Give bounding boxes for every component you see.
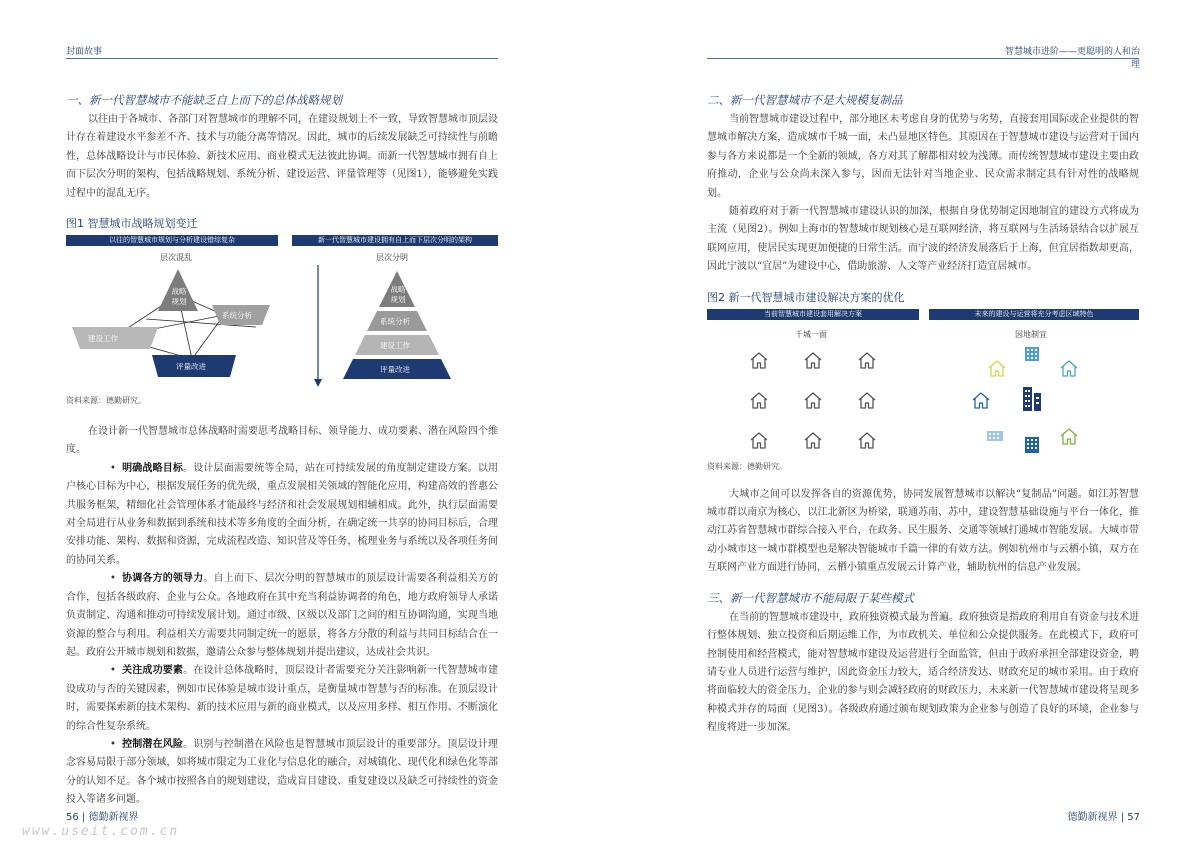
bullet-success-factors: • 关注成功要素。在设计总体战略时，顶层设计者需要充分关注影响新一代智慧城市建设成功与否的关键因素，例如市民体验是城市设计重点，是衡量城市智慧与否的标准。在顶层设计时，需要探索新的技术架构、新的技术应用与新的商业模式，以及应用多样、相互作用、不断演化的综合性复杂系统。 bbox=[66, 665, 499, 732]
intro-paragraph: 在设计新一代智慧城市总体战略时需要思考战略目标、领导能力、成功要素、潜在风险四个维度。 bbox=[66, 426, 498, 456]
pyramid-build-text: 建设工作 bbox=[380, 341, 410, 351]
bullet-strategy-goal-head: 明确战略目标 bbox=[121, 462, 184, 474]
figure-2-title: 图2 新一代智慧城市建设解决方案的优化 bbox=[707, 290, 905, 304]
house-icon bbox=[1061, 429, 1077, 444]
section-header-right: 智慧城市进阶——更聪明的人和治理 bbox=[1004, 47, 1140, 70]
order-label: 层次分明 bbox=[376, 253, 408, 263]
uniform-houses bbox=[751, 353, 875, 448]
figure-1-title: 图1 智慧城市战略规划变迁 bbox=[66, 217, 198, 231]
house-icon bbox=[805, 393, 821, 408]
bullet-risk-control-text: 。识别与控制潜在风险也是智慧城市顶层设计的重要部分。顶层设计理念容易局限于部分领域，如将城市限定为工业化与信息化的融合，对城镇化、现代化和绿色化等部分的认知不足。各个城市按照各自的规划建设，造成盲目建设、重复建设以及缺乏可持续性的资金投入等诸多问题。 bbox=[66, 738, 499, 806]
chaos-label: 层次混乱 bbox=[160, 253, 192, 263]
uniform-label: 千城一面 bbox=[795, 329, 827, 339]
section-2-paragraph-1: 当前智慧城市建设过程中，部分地区未考虑自身的优势与劣势，直接套用国际或企业提供的智慧城市解决方案，造成城市千城一面，未凸显地区特色。其原因在于智慧城市建设与运营对于国内参与各方来说都是一个全新的领域，各方对其了解都相对较为浅薄。而传统智慧城市建设主要由政府推动，企业与公众尚未深入参与，因而无法针对当地企业、民众需求制定具有针对性的战略规划。 bbox=[707, 114, 1139, 199]
tower-building-icon bbox=[1023, 387, 1041, 411]
bullet-leadership-head: 协调各方的领导力 bbox=[121, 573, 204, 585]
figure-2-source: 资料来源：德勤研究。 bbox=[707, 461, 787, 471]
hierarchy-arrow-head bbox=[314, 379, 322, 387]
figure-2-band-left: 当前智慧城市建设套用解决方案 bbox=[707, 309, 919, 320]
figure-1-source: 资料来源：德勤研究。 bbox=[66, 396, 146, 406]
bullet-success-factors-text: 。在设计总体战略时，顶层设计者需要充分关注影响新一代智慧城市建设成功与否的关键因素，例如市民体验是城市设计重点，是衡量城市智慧与否的标准。在顶层设计时，需要探索新的技术架构、新的技术应用与新的商业模式，以及应用多样、相互作用、不断演化的综合性复杂系统。 bbox=[66, 665, 499, 732]
section-2-title: 二、新一代智慧城市不是大规模复制品 bbox=[707, 93, 903, 107]
left-column bbox=[66, 92, 498, 810]
pyramid-analysis-text: 系统分析 bbox=[380, 317, 410, 327]
figure-1 bbox=[66, 235, 498, 393]
bullet-leadership-text: 。自上而下、层次分明的智慧城市的顶层设计需要各利益相关方的合作，包括各级政府、企业与公众。各地政府在其中充当利益协调者的角色，地方政府领导人承诺负责制定、沟通和推动可持续发展计划。通过市级、区级以及部门之间的相互协调沟通，实现当地资源的整合与利用。利益相关方需要共同制定统一的愿景，将各方分散的利益与共同目标结合在一起。政府公开城市规划和数据，邀请公众参与整体规划并提出建议，达成社会共识。 bbox=[66, 573, 499, 658]
header-rule-right bbox=[707, 58, 1139, 59]
bullet-risk-control-head: 控制潜在风险 bbox=[121, 738, 184, 750]
house-icon bbox=[805, 353, 821, 368]
section-2-paragraph-2: 随着政府对于新一代智慧城市建设认识的加深，根据自身优势制定因地制宜的建设方式将成为主流（见图2）。例如上海市的智慧城市规划核心是互联网经济，将互联网与生活场景结合以扩展互联网应用，使居民实现更加便捷的日常生活。而宁波的经济发展落后于上海，但宜居指数却更高，因此宁波以“宜居”为建设中心，借助旅游、人文等产业经济打造宜居城市。 bbox=[707, 206, 1139, 273]
chaos-strategy-text: 战略规划 bbox=[171, 287, 187, 307]
figure-1-band-left: 以往的智慧城市规划与分析建设错综复杂 bbox=[66, 235, 278, 246]
house-icon bbox=[973, 393, 989, 408]
section-3-paragraph: 在当前的智慧城市建设中，政府独资模式最为普遍。政府独资是指政府利用自有资金与技术进行整体规划、独立投资和后期运维工作，为市政机关、单位和公众提供服务。在此模式下，政府可控制使用和经营模式，能对智慧城市建设及运营进行全面监管，但由于政府承担全部建设资金，聘请专业人员进行运营与维护，因此资金压力较大，适合经济发达、财政充足的城市采用。由于政府将面临较大的资金压力，企业的参与则会减轻政府的财政压力，未来新一代智慧城市建设将呈现多种模式并存的局面（见图3）。各级政府通过颁布规划政策为企业参与创造了良好的环境，企业参与程度将进一步加深。 bbox=[707, 611, 1139, 734]
page-number-right: 德勤新视界 | 57 bbox=[1067, 812, 1140, 823]
house-icon bbox=[805, 433, 821, 448]
bullet-risk-control: • 控制潜在风险。识别与控制潜在风险也是智慧城市顶层设计的重要部分。顶层设计理念容易局限于部分领域，如将城市限定为工业化与信息化的融合，对城镇化、现代化和绿色化等部分的认知不足。各个城市按照各自的规划建设，造成盲目建设、重复建设以及缺乏可持续性的资金投入等诸多问题。 bbox=[66, 738, 499, 806]
pyramid-strategy-text: 战略规划 bbox=[390, 285, 406, 305]
low-building-icon bbox=[987, 431, 1003, 441]
house-icon bbox=[989, 361, 1005, 376]
chaos-analysis-text: 系统分析 bbox=[222, 311, 252, 321]
section-2-paragraph-3: 大城市之间可以发挥各自的资源优势，协同发展智慧城市以解决“复制品”问题。如江苏智慧城市群以南京为核心，以江北新区为桥梁，联通苏南、苏中，建设智慧基础设施与平台一体化，推动江苏省智慧城市群综合接入平台，在政务、民生服务、交通等领域打通城市智能发展。大城市带动小城市这一城市群模型也是解决智能城市千篇一律的有效方法。例如杭州市与云栖小镇，双方在互联网产业方面进行协同，云栖小镇重点发展云计算产业，辅助杭州的信息产业发展。 bbox=[707, 488, 1139, 574]
figure-1-band-right: 新一代智慧城市建设拥有自上而下层次分明的架构 bbox=[292, 235, 498, 246]
figure-2 bbox=[707, 309, 1139, 459]
house-icon bbox=[859, 393, 875, 408]
bullet-strategy-goal: • 明确战略目标。设计层面需要统等全局，站在可持续发展的角度制定建设方案。以用户核心目标为中心，根据发展任务的优先级，重点发展相关领域的智能化应用，构建高效的普惠公共服务框架，精细化社会管理体系才能最终与经济和社会发展规划相辅相成。此外，执行层面需要对全局进行从业务和数据到系统和技术等多角度的全面分析，在确定统一共享的协同目标后，合理安排功能、架构、数据和资源，完成流程改造、知识营及等任务，梳理业务与系统以及各项任务间的协同关系。 bbox=[66, 462, 499, 566]
figure-1-diagram bbox=[66, 235, 498, 393]
localized-label: 因地制宜 bbox=[1015, 329, 1047, 339]
section-1-paragraph: 以往由于各城市、各部门对智慧城市的理解不同，在建设规划上不一致，导致智慧城市顶层设计存在着建设水平参差不齐、技术与功能分离等情况。因此，城市的后续发展缺乏可持续性与前瞻性，总体战略设计与市民体验、新技术应用、商业模式无法彼此协调。而新一代智慧城市拥有自上而下层次分明的架构，包括战略规划、系统分析、建设运营、评量管理等（见图1），能够避免实践过程中的混乱无序。 bbox=[66, 114, 498, 199]
apartment-building-icon bbox=[1025, 437, 1039, 453]
bullet-strategy-goal-text: 。设计层面需要统等全局，站在可持续发展的角度制定建设方案。以用户核心目标为中心，根据发展任务的优先级，重点发展相关领域的智能化应用，构建高效的普惠公共服务框架，精细化社会管理体系才能最终与经济和社会发展规划相辅相成。此外，执行层面需要对全局进行从业务和数据到系统和技术等多角度的全面分析，在确定统一共享的协同目标后，合理安排功能、架构、数据和资源，完成流程改造、知识营及等任务，梳理业务与系统以及各项任务间的协同关系。 bbox=[66, 462, 499, 566]
office-building-icon bbox=[1025, 347, 1039, 361]
chaos-eval-text: 评量改进 bbox=[176, 362, 206, 372]
right-column bbox=[707, 92, 1139, 738]
page-number-left: 56 | 德勤新视界 bbox=[66, 812, 139, 823]
chaos-build-text: 建设工作 bbox=[88, 334, 118, 344]
figure-2-icons bbox=[707, 309, 1139, 459]
house-icon bbox=[751, 433, 767, 448]
house-icon bbox=[859, 433, 875, 448]
bullet-leadership: • 协调各方的领导力。自上而下、层次分明的智慧城市的顶层设计需要各利益相关方的合作，包括各级政府、企业与公众。各地政府在其中充当利益协调者的角色，地方政府领导人承诺负责制定、沟通和推动可持续发展计划。通过市级、区级以及部门之间的相互协调沟通，实现当地资源的整合与利用。利益相关方需要共同制定统一的愿景，将各方分散的利益与共同目标结合在一起。政府公开城市规划和数据，邀请公众参与整体规划并提出建议，达成社会共识。 bbox=[66, 573, 499, 658]
house-icon bbox=[859, 353, 875, 368]
house-icon bbox=[751, 353, 767, 368]
header-rule-left bbox=[66, 58, 498, 59]
house-icon bbox=[1061, 361, 1077, 376]
figure-2-band-right: 未来的建设与运营将充分考虑区域特色 bbox=[929, 309, 1139, 320]
house-icon bbox=[751, 393, 767, 408]
section-1-title: 一、新一代智慧城市不能缺乏自上而下的总体战略规划 bbox=[66, 93, 342, 107]
section-header-left: 封面故事 bbox=[66, 47, 103, 57]
section-3-title: 三、新一代智慧城市不能局限于某些模式 bbox=[707, 590, 914, 605]
watermark: www.useit.com.cn bbox=[22, 824, 180, 839]
bullet-success-factors-head: 关注成功要素 bbox=[121, 665, 184, 677]
pyramid-eval-text: 评量改进 bbox=[380, 365, 410, 375]
